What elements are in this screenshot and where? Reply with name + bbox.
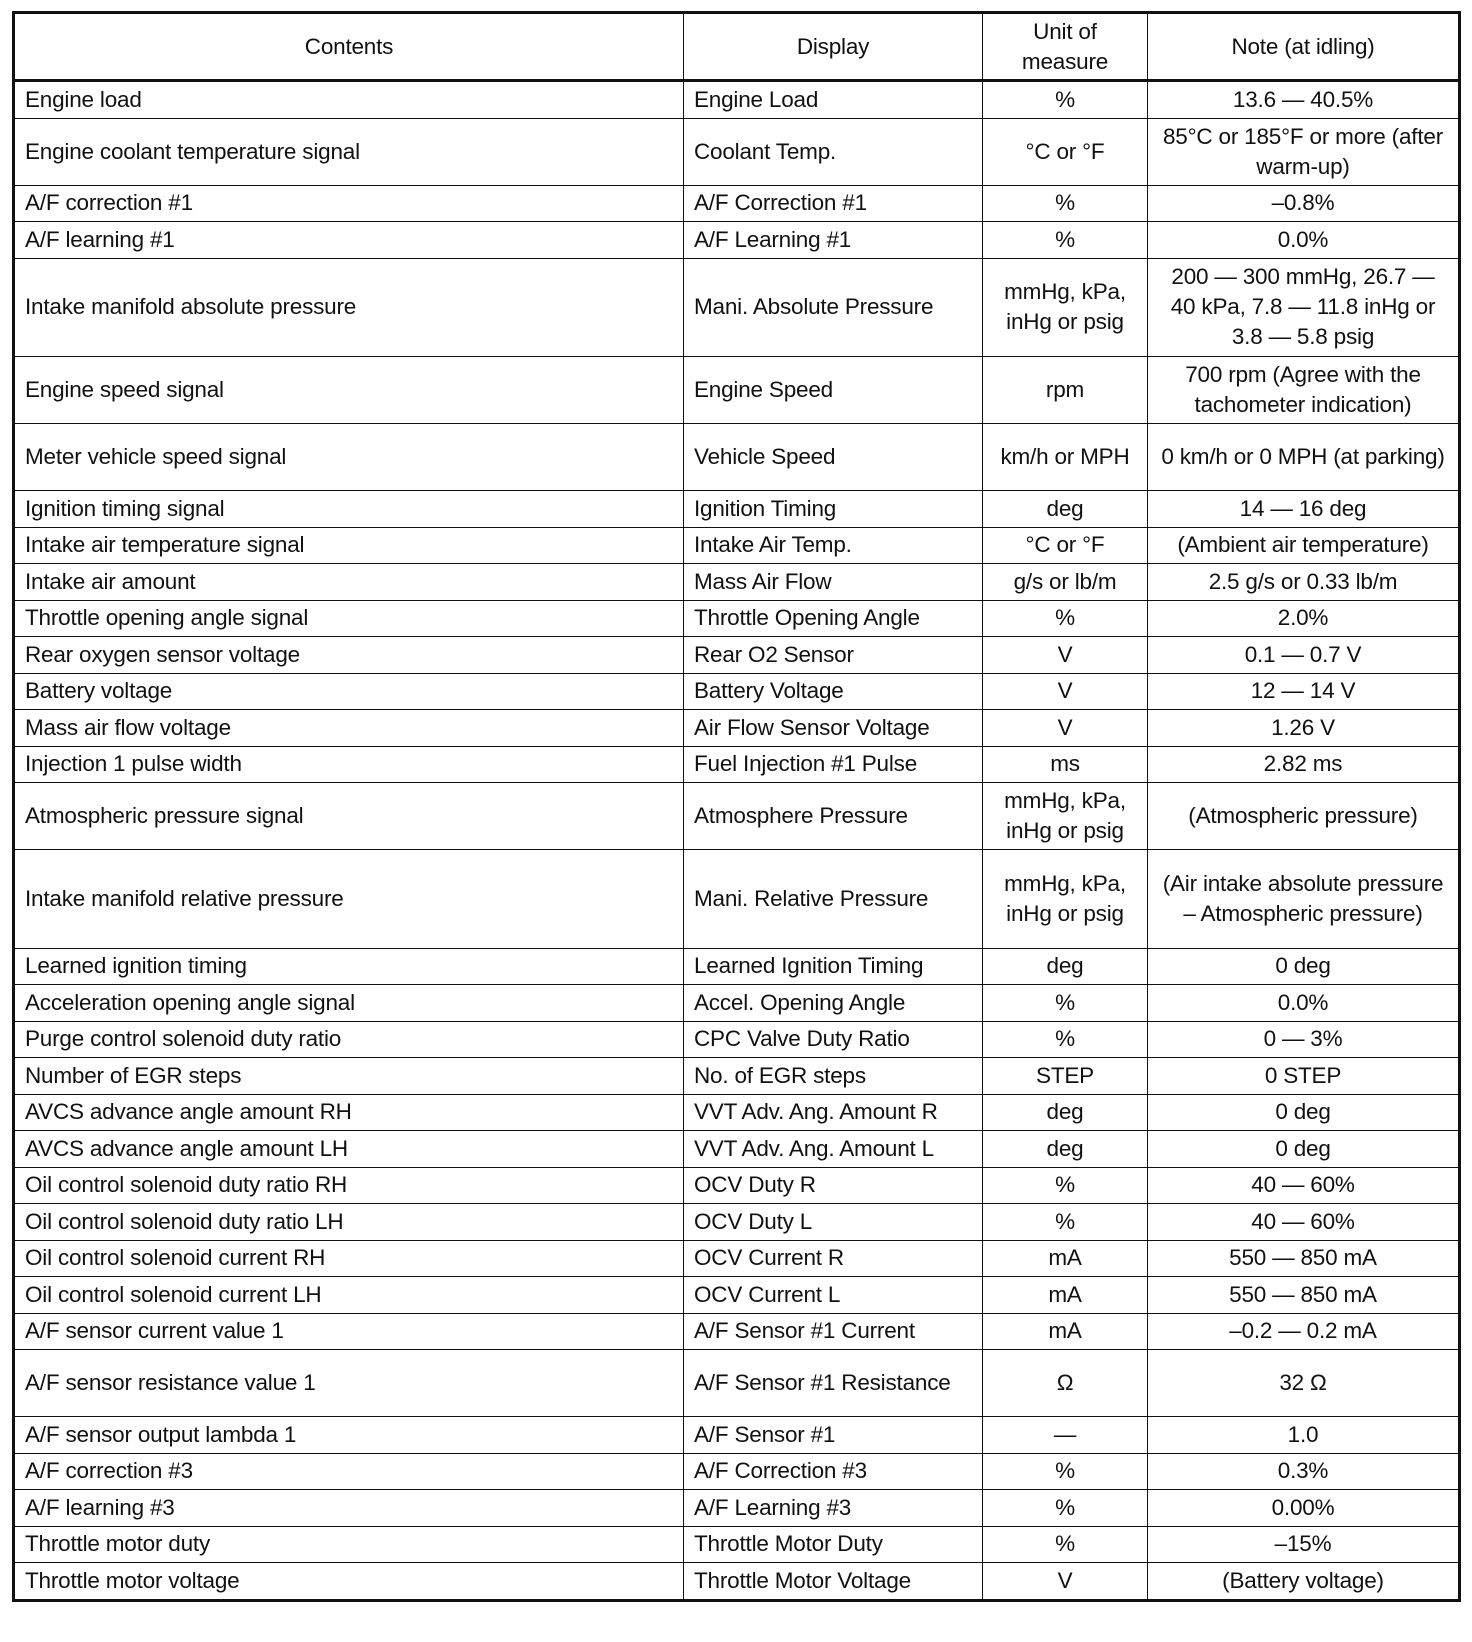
cell-contents: Purge control solenoid duty ratio <box>14 1021 684 1058</box>
table-row <box>14 1167 1460 1204</box>
table-row <box>14 948 1460 985</box>
cell-note: 32 Ω <box>1148 1350 1460 1417</box>
table-row <box>14 1563 1460 1601</box>
table-row <box>14 357 1460 424</box>
cell-display: Throttle Motor Voltage <box>684 1563 983 1601</box>
cell-unit: V <box>983 673 1148 710</box>
table-row <box>14 527 1460 564</box>
cell-display: A/F Learning #3 <box>684 1490 983 1527</box>
cell-unit: V <box>983 1563 1148 1601</box>
cell-note: 2.0% <box>1148 600 1460 637</box>
cell-contents: Intake manifold relative pressure <box>14 850 684 949</box>
cell-unit: % <box>983 985 1148 1022</box>
cell-display: Ignition Timing <box>684 491 983 528</box>
cell-unit: % <box>983 1021 1148 1058</box>
cell-display: A/F Sensor #1 <box>684 1417 983 1454</box>
cell-note: –15% <box>1148 1526 1460 1563</box>
cell-contents: A/F sensor current value 1 <box>14 1313 684 1350</box>
cell-contents: Engine load <box>14 81 684 119</box>
cell-unit: % <box>983 1453 1148 1490</box>
cell-note: 40 — 60% <box>1148 1204 1460 1241</box>
cell-display: Mani. Relative Pressure <box>684 850 983 949</box>
cell-unit: deg <box>983 1094 1148 1131</box>
cell-contents: A/F learning #1 <box>14 222 684 259</box>
table-row <box>14 600 1460 637</box>
cell-unit: — <box>983 1417 1148 1454</box>
table-row <box>14 424 1460 491</box>
table-row <box>14 564 1460 601</box>
cell-contents: A/F correction #1 <box>14 185 684 222</box>
cell-contents: A/F learning #3 <box>14 1490 684 1527</box>
cell-unit: ms <box>983 746 1148 783</box>
cell-contents: Oil control solenoid duty ratio LH <box>14 1204 684 1241</box>
cell-contents: AVCS advance angle amount RH <box>14 1094 684 1131</box>
cell-display: VVT Adv. Ang. Amount R <box>684 1094 983 1131</box>
cell-contents: A/F sensor output lambda 1 <box>14 1417 684 1454</box>
table-row <box>14 1350 1460 1417</box>
cell-note: 85°C or 185°F or more (after warm-up) <box>1148 118 1460 185</box>
cell-unit: mA <box>983 1240 1148 1277</box>
cell-unit: rpm <box>983 357 1148 424</box>
cell-note: 0.00% <box>1148 1490 1460 1527</box>
cell-display: Vehicle Speed <box>684 424 983 491</box>
header-unit: Unit of measure <box>983 13 1148 81</box>
cell-display: A/F Correction #3 <box>684 1453 983 1490</box>
cell-unit: V <box>983 637 1148 674</box>
cell-contents: Throttle opening angle signal <box>14 600 684 637</box>
cell-contents: Ignition timing signal <box>14 491 684 528</box>
cell-note: 0.0% <box>1148 222 1460 259</box>
cell-display: A/F Correction #1 <box>684 185 983 222</box>
table-row <box>14 783 1460 850</box>
cell-display: A/F Learning #1 <box>684 222 983 259</box>
cell-display: Learned Ignition Timing <box>684 948 983 985</box>
table-row <box>14 1204 1460 1241</box>
cell-note: 0.0% <box>1148 985 1460 1022</box>
cell-note: 0.1 — 0.7 V <box>1148 637 1460 674</box>
cell-note: 14 — 16 deg <box>1148 491 1460 528</box>
cell-unit: % <box>983 81 1148 119</box>
cell-unit: mA <box>983 1313 1148 1350</box>
cell-display: Battery Voltage <box>684 673 983 710</box>
cell-unit: °C or °F <box>983 527 1148 564</box>
cell-contents: A/F correction #3 <box>14 1453 684 1490</box>
cell-display: Engine Load <box>684 81 983 119</box>
cell-unit: deg <box>983 948 1148 985</box>
cell-display: Engine Speed <box>684 357 983 424</box>
cell-note: 12 — 14 V <box>1148 673 1460 710</box>
cell-note: 550 — 850 mA <box>1148 1277 1460 1314</box>
cell-contents: Battery voltage <box>14 673 684 710</box>
cell-unit: deg <box>983 491 1148 528</box>
table-row <box>14 850 1460 949</box>
cell-display: Fuel Injection #1 Pulse <box>684 746 983 783</box>
cell-unit: V <box>983 710 1148 747</box>
cell-display: Air Flow Sensor Voltage <box>684 710 983 747</box>
cell-display: OCV Current L <box>684 1277 983 1314</box>
cell-contents: Engine speed signal <box>14 357 684 424</box>
table-row <box>14 1094 1460 1131</box>
cell-contents: Throttle motor voltage <box>14 1563 684 1601</box>
cell-note: 2.82 ms <box>1148 746 1460 783</box>
cell-display: No. of EGR steps <box>684 1058 983 1095</box>
cell-display: Accel. Opening Angle <box>684 985 983 1022</box>
cell-unit: % <box>983 185 1148 222</box>
table-row <box>14 1131 1460 1168</box>
cell-note: (Battery voltage) <box>1148 1563 1460 1601</box>
cell-unit: mmHg, kPa, inHg or psig <box>983 783 1148 850</box>
cell-note: 0 deg <box>1148 948 1460 985</box>
cell-note: –0.2 — 0.2 mA <box>1148 1313 1460 1350</box>
table-row <box>14 1313 1460 1350</box>
cell-display: Throttle Motor Duty <box>684 1526 983 1563</box>
cell-note: 0 km/h or 0 MPH (at parking) <box>1148 424 1460 491</box>
cell-display: Coolant Temp. <box>684 118 983 185</box>
cell-contents: AVCS advance angle amount LH <box>14 1131 684 1168</box>
cell-note: 2.5 g/s or 0.33 lb/m <box>1148 564 1460 601</box>
cell-note: 550 — 850 mA <box>1148 1240 1460 1277</box>
table-row <box>14 710 1460 747</box>
data-monitor-table <box>12 11 1461 1602</box>
table-row <box>14 985 1460 1022</box>
cell-unit: % <box>983 1167 1148 1204</box>
cell-unit: % <box>983 600 1148 637</box>
table-row <box>14 1490 1460 1527</box>
cell-display: OCV Duty L <box>684 1204 983 1241</box>
cell-note: (Ambient air temperature) <box>1148 527 1460 564</box>
cell-contents: A/F sensor resistance value 1 <box>14 1350 684 1417</box>
cell-note: 0 — 3% <box>1148 1021 1460 1058</box>
header-note: Note (at idling) <box>1148 13 1460 81</box>
cell-unit: deg <box>983 1131 1148 1168</box>
cell-unit: % <box>983 1490 1148 1527</box>
cell-note: 1.26 V <box>1148 710 1460 747</box>
cell-note: 0.3% <box>1148 1453 1460 1490</box>
cell-unit: Ω <box>983 1350 1148 1417</box>
cell-contents: Injection 1 pulse width <box>14 746 684 783</box>
cell-display: Throttle Opening Angle <box>684 600 983 637</box>
cell-display: A/F Sensor #1 Resistance <box>684 1350 983 1417</box>
cell-contents: Atmospheric pressure signal <box>14 783 684 850</box>
cell-contents: Mass air flow voltage <box>14 710 684 747</box>
table-row <box>14 185 1460 222</box>
cell-contents: Oil control solenoid duty ratio RH <box>14 1167 684 1204</box>
cell-unit: % <box>983 1526 1148 1563</box>
cell-contents: Intake manifold absolute pressure <box>14 258 684 357</box>
table-row <box>14 1526 1460 1563</box>
cell-note: (Atmospheric pressure) <box>1148 783 1460 850</box>
table-row <box>14 673 1460 710</box>
cell-display: A/F Sensor #1 Current <box>684 1313 983 1350</box>
table-row <box>14 81 1460 119</box>
cell-note: 0 STEP <box>1148 1058 1460 1095</box>
cell-contents: Meter vehicle speed signal <box>14 424 684 491</box>
cell-unit: % <box>983 222 1148 259</box>
cell-note: 700 rpm (Agree with the tachometer indication) <box>1148 357 1460 424</box>
cell-contents: Throttle motor duty <box>14 1526 684 1563</box>
cell-unit: mA <box>983 1277 1148 1314</box>
cell-unit: STEP <box>983 1058 1148 1095</box>
cell-contents: Learned ignition timing <box>14 948 684 985</box>
table-row <box>14 118 1460 185</box>
table-row <box>14 1021 1460 1058</box>
cell-contents: Oil control solenoid current RH <box>14 1240 684 1277</box>
cell-note: (Air intake absolute pressure – Atmospheric pressure) <box>1148 850 1460 949</box>
cell-display: Rear O2 Sensor <box>684 637 983 674</box>
cell-unit: mmHg, kPa, inHg or psig <box>983 850 1148 949</box>
cell-display: OCV Duty R <box>684 1167 983 1204</box>
header-contents: Contents <box>14 13 684 81</box>
cell-display: VVT Adv. Ang. Amount L <box>684 1131 983 1168</box>
cell-unit: mmHg, kPa, inHg or psig <box>983 258 1148 357</box>
table-row <box>14 1277 1460 1314</box>
header-row <box>14 13 1460 81</box>
table-row <box>14 746 1460 783</box>
cell-unit: % <box>983 1204 1148 1241</box>
cell-contents: Acceleration opening angle signal <box>14 985 684 1022</box>
table-row <box>14 1240 1460 1277</box>
cell-contents: Rear oxygen sensor voltage <box>14 637 684 674</box>
cell-contents: Engine coolant temperature signal <box>14 118 684 185</box>
cell-note: –0.8% <box>1148 185 1460 222</box>
header-display: Display <box>684 13 983 81</box>
table-row <box>14 491 1460 528</box>
cell-unit: g/s or lb/m <box>983 564 1148 601</box>
cell-note: 200 — 300 mmHg, 26.7 — 40 kPa, 7.8 — 11.8 inHg or 3.8 — 5.8 psig <box>1148 258 1460 357</box>
cell-display: Intake Air Temp. <box>684 527 983 564</box>
cell-note: 0 deg <box>1148 1131 1460 1168</box>
cell-display: CPC Valve Duty Ratio <box>684 1021 983 1058</box>
cell-unit: km/h or MPH <box>983 424 1148 491</box>
cell-contents: Number of EGR steps <box>14 1058 684 1095</box>
cell-unit: °C or °F <box>983 118 1148 185</box>
cell-note: 40 — 60% <box>1148 1167 1460 1204</box>
table-row <box>14 637 1460 674</box>
table-row <box>14 258 1460 357</box>
table-row <box>14 222 1460 259</box>
cell-display: Mani. Absolute Pressure <box>684 258 983 357</box>
table-row <box>14 1058 1460 1095</box>
cell-contents: Intake air amount <box>14 564 684 601</box>
table-row <box>14 1453 1460 1490</box>
cell-note: 0 deg <box>1148 1094 1460 1131</box>
cell-display: Atmosphere Pressure <box>684 783 983 850</box>
cell-contents: Intake air temperature signal <box>14 527 684 564</box>
cell-display: Mass Air Flow <box>684 564 983 601</box>
cell-note: 13.6 — 40.5% <box>1148 81 1460 119</box>
cell-display: OCV Current R <box>684 1240 983 1277</box>
table-row <box>14 1417 1460 1454</box>
cell-contents: Oil control solenoid current LH <box>14 1277 684 1314</box>
cell-note: 1.0 <box>1148 1417 1460 1454</box>
